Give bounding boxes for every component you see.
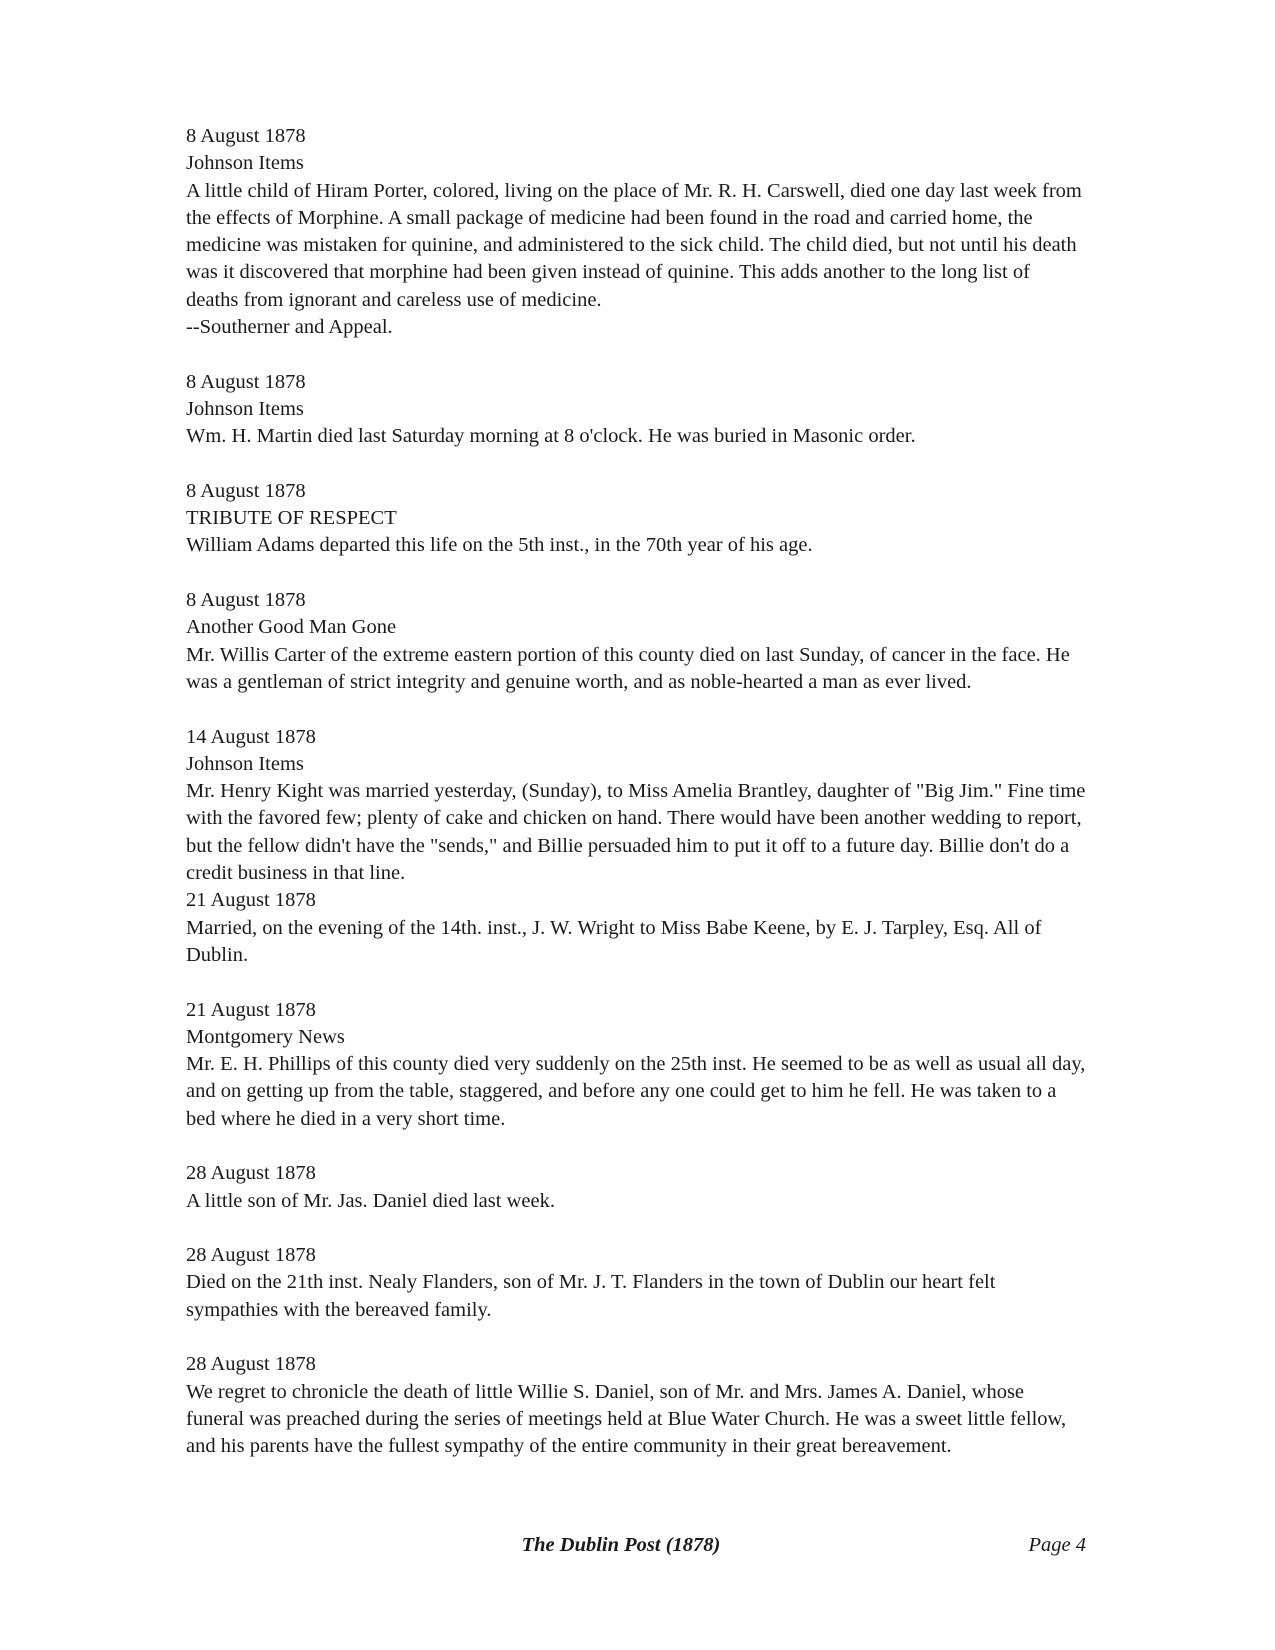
entry-heading: Another Good Man Gone: [186, 616, 397, 639]
entry-heading: Johnson Items: [186, 397, 304, 420]
entry-date: 28 August 1878: [186, 1353, 316, 1376]
entry-date: 28 August 1878: [186, 1162, 316, 1185]
entry-heading: Johnson Items: [186, 152, 304, 175]
entry-text: Wm. H. Martin died last Saturday morning at 8 o'clock. He was buried in Masonic order.: [186, 425, 916, 448]
entry-text: Married, on the evening of the 14th. inst., J. W. Wright to Miss Babe Keene, by E. J. Tarpley, Esq. All of Dublin.: [186, 916, 1042, 966]
entry-date: 8 August 1878: [186, 370, 306, 393]
entry-10: [186, 1351, 1086, 1460]
entry-date: 14 August 1878: [186, 725, 316, 748]
entry-3: [186, 478, 1086, 560]
publication-title: The Dublin Post (1878): [521, 1534, 721, 1556]
page-footer: [186, 1534, 1086, 1560]
entry-date: 28 August 1878: [186, 1244, 316, 1267]
entry-date: 21 August 1878: [186, 889, 316, 912]
entry-text: Mr. E. H. Phillips of this county died very suddenly on the 25th inst. He seemed to be as well as usual all day, and on getting up from the table, staggered, and before any one could get to him he fell. He was taken to a bed where he died in a very short time.: [186, 1053, 1086, 1130]
entry-5: [186, 724, 1086, 888]
entry-heading: Johnson Items: [186, 752, 304, 775]
entry-4: [186, 587, 1086, 696]
entry-text: A little son of Mr. Jas. Daniel died last week.: [186, 1189, 555, 1212]
entry-date: 8 August 1878: [186, 125, 306, 147]
entry-heading: Montgomery News: [186, 1025, 345, 1048]
entry-heading: TRIBUTE OF RESPECT: [186, 507, 397, 530]
entry-text: A little child of Hiram Porter, colored, living on the place of Mr. R. H. Carswell, died one day last week from the effects of Morphine. A small package of medicine had been found in the road and carried home, the medicine was mistaken for quinine, and administered to the sick child. The child died, but not until his death was it discovered that morphine had been given instead of quinine. This adds another to the long list of deaths from ignorant and careless use of medicine.: [186, 179, 1082, 311]
entry-text: We regret to chronicle the death of little Willie S. Daniel, son of Mr. and Mrs. James A. Daniel, whose funeral was preached during the series of meetings held at Blue Water Church. He was a sweet little fellow, and his parents have the fullest sympathy of the entire community in their great bereavement.: [186, 1380, 1067, 1458]
entry-text: Died on the 21th inst. Nealy Flanders, son of Mr. J. T. Flanders in the town of Dublin our heart felt sympathies with the bereaved family.: [186, 1271, 996, 1321]
entry-date: 8 August 1878: [186, 589, 306, 612]
entry-2: [186, 369, 1086, 451]
entry-9: [186, 1242, 1086, 1324]
entry-7: [186, 997, 1086, 1133]
entry-text: Mr. Henry Kight was married yesterday, (Sunday), to Miss Amelia Brantley, daughter of "Big Jim." Fine time with the favored few; plenty of cake and chicken on hand. There would have been another wedding to report, but the fellow didn't have the "sends," and Billie persuaded him to put it off to a future day. Billie don't do a credit business in that line.: [186, 780, 1086, 885]
entry-text: William Adams departed this life on the 5th inst., in the 70th year of his age.: [186, 534, 813, 557]
entry-date: 21 August 1878: [186, 998, 316, 1021]
entry-1: [186, 123, 1086, 341]
entry-8: [186, 1160, 1086, 1215]
entry-6: [186, 887, 1086, 969]
entry-text: Mr. Willis Carter of the extreme eastern portion of this county died on last Sunday, of cancer in the face. He was a gentleman of strict integrity and genuine worth, and as noble-hearted a man as ever lived.: [186, 643, 1070, 693]
page-number: Page 4: [1028, 1534, 1086, 1556]
document-body: [186, 123, 1086, 1488]
entry-date: 8 August 1878: [186, 479, 306, 502]
entry-source: --Southerner and Appeal.: [186, 316, 393, 339]
